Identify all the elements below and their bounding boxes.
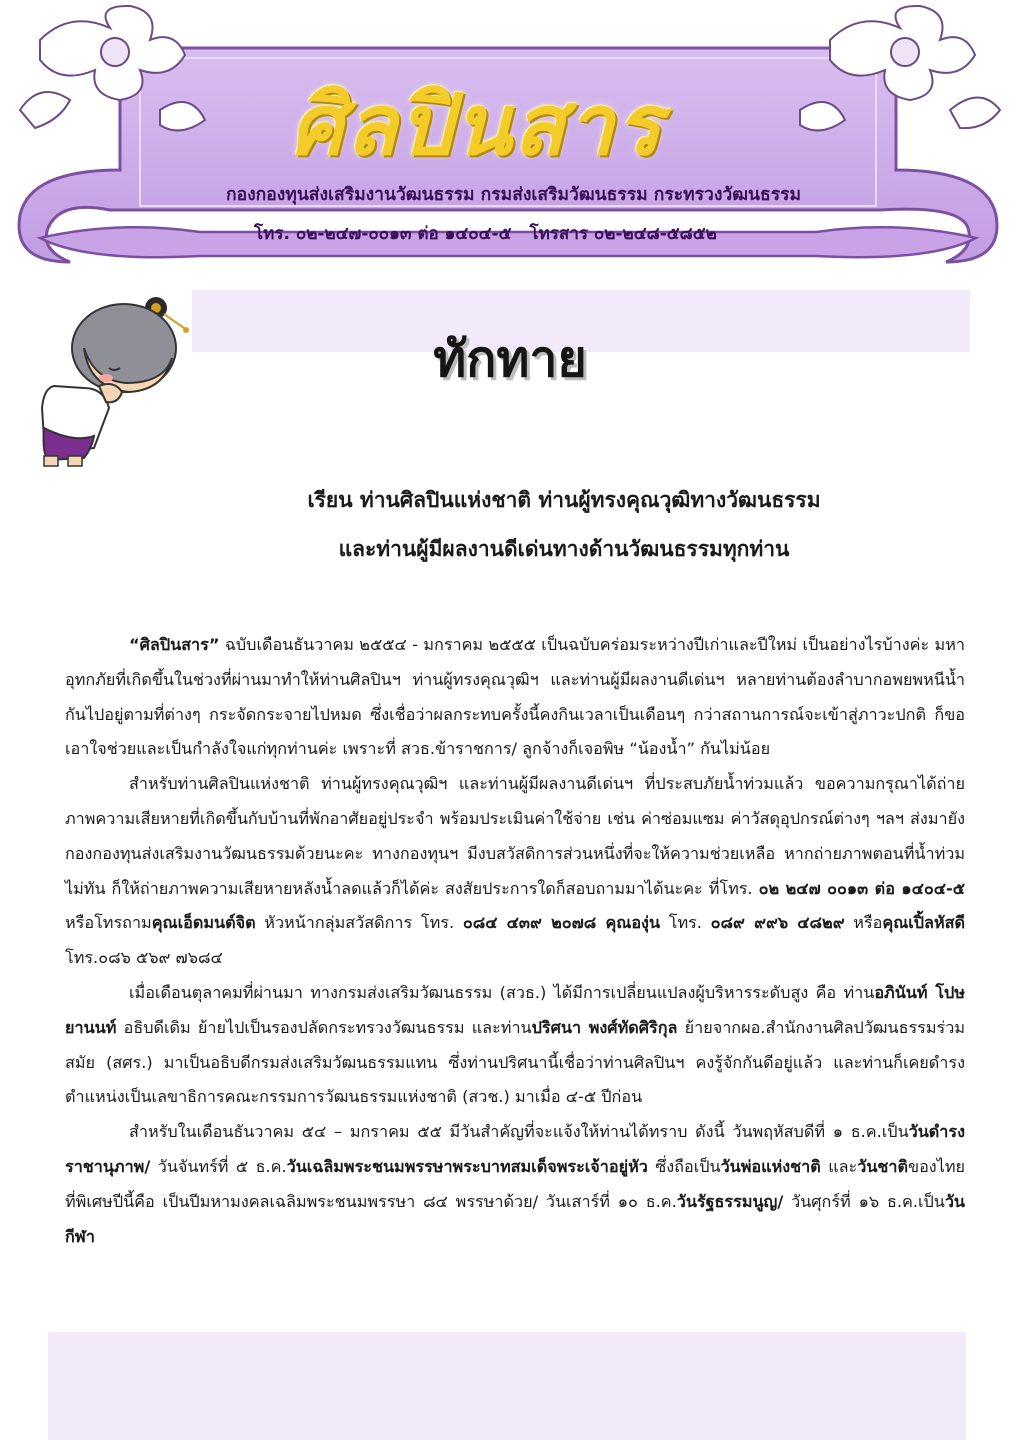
paragraph-text: และ bbox=[820, 1156, 858, 1176]
paragraph-text: หรือโทรถาม bbox=[65, 913, 152, 933]
paragraph-text: ฉบับเดือนธันวาคม ๒๕๕๔ - มกราคม ๒๕๕๕ เป็นฉบับคร่อมระหว่างปีเก่าและปีใหม่ เป็นอย่างไรบ้างค่ะ มหาอุทกภัยที่เกิดขึ้นในช่วงที่ผ่านมาทำให้ท่านศิลปินฯ ท่านผู้ทรงคุณวุฒิฯ และท่านผู้มีผลงานดีเด่นฯ หลายท่านต้องลำบากอพยพหนีน้ำกันไปอยู่ตามที่ต่างๆ กระจัดกระจายไปหมด ซึ่งเชื่อว่าผลกระทบครั้งนี้คงกินเวลาเป็นเดือนๆ กว่าสถานการณ์จะเข้าสู่ภาวะปกติ ก็ขอเอาใจช่วยและเป็นกำลังใจแก่ทุกท่านค่ะ เพราะที่ สวธ.ข้าราชการ/ ลูกจ้างก็เจอพิษ “น้องน้ำ” กันไม่น้อย bbox=[65, 635, 965, 759]
contact-phone: ๐๘๔ ๔๓๙ ๒๐๗๘ คุณองุ่น bbox=[462, 913, 661, 933]
paragraph-text: อธิบดีเดิม ย้ายไปเป็นรองปลัดกระทรวงวัฒนธรรม และท่าน bbox=[116, 1017, 532, 1037]
footer-highlight-bar bbox=[48, 1332, 966, 1440]
important-day: วันดำรงราชานุภาพ/ bbox=[65, 1122, 965, 1176]
person-name: อภินันท์ โปษยานนท์ bbox=[65, 982, 965, 1037]
paragraph-text: วันศุกร์ที่ ๑๖ ธ.ค.เป็น bbox=[783, 1191, 945, 1211]
phone-number: โทร. ๐๒-๒๔๗-๐๐๑๓ ต่อ ๑๔๐๔-๕ bbox=[254, 224, 512, 244]
important-day: วันเฉลิมพระชนมพรรษาพระบาทสมเด็จพระเจ้าอยู่หัว bbox=[286, 1156, 648, 1176]
paragraph-text: ของไทย ที่พิเศษปีนี้คือ เป็นปีมหามงคลเฉลิมพระชนมพรรษา ๘๔ พรรษาด้วย/ วันเสาร์ที่ ๑๐ ธ.ค. bbox=[65, 1156, 965, 1211]
important-day: วันรัฐธรรมนูญ/ bbox=[676, 1191, 784, 1211]
contact-line bbox=[254, 220, 814, 247]
masthead-title: ศิลปินสาร bbox=[290, 75, 664, 174]
organization-name: กองกองทุนส่งเสริมงานวัฒนธรรม กรมส่งเสริมวัฒนธรรม กระทรวงวัฒนธรรม bbox=[226, 185, 802, 205]
important-day: วันชาติ bbox=[857, 1156, 908, 1176]
salutation-line-2: และท่านผู้มีผลงานดีเด่นทางด้านวัฒนธรรมทุกท่าน bbox=[338, 537, 790, 561]
paragraph-2 bbox=[65, 767, 965, 976]
paragraph-4 bbox=[65, 1115, 965, 1254]
paragraph-text: โทร.๐๘๖ ๕๖๙ ๗๖๘๔ bbox=[65, 948, 223, 968]
paragraph-text: ย้ายจากผอ.สำนักงานศิลปวัฒนธรรมร่วมสมัย (สศร.) มาเป็นอธิบดีกรมส่งเสริมวัฒนธรรมแทน ซึ่งท่านปริศนานี้เชื่อว่าท่านศิลปินฯ คงรู้จักกันดีอยู่แล้ว และท่านก็เคยดำรงตำแหน่งเป็นเลขาธิการคณะกรรมการวัฒนธรรมแห่งชาติ (สวช.) มาเมื่อ ๔-๕ ปีก่อน bbox=[65, 1017, 965, 1107]
article-body bbox=[65, 628, 965, 1254]
paragraph-1 bbox=[65, 628, 965, 767]
newsletter-name: “ศิลปินสาร” bbox=[129, 635, 220, 654]
paragraph-text: โทร. bbox=[660, 913, 711, 933]
paragraph-text: เมื่อเดือนตุลาคมที่ผ่านมา ทางกรมส่งเสริมวัฒนธรรม (สวธ.) ได้มีการเปลี่ยนแปลงผู้บริหารระดับสูง คือ ท่าน bbox=[129, 982, 875, 1002]
contact-name: คุณเปิ้ลหัสดี bbox=[882, 913, 966, 933]
paragraph-text: สำหรับท่านศิลปินแห่งชาติ ท่านผู้ทรงคุณวุฒิฯ และท่านผู้มีผลงานดีเด่นฯ ที่ประสบภัยน้ำท่วมแล้ว ขอความกรุณาได้ถ่ายภาพความเสียหายที่เกิดขึ้นกับบ้านที่พักอาศัยอยู่ประจำ พร้อมประเมินค่าใช้จ่าย เช่น ค่าซ่อมแซม ค่าวัสดุอุปกรณ์ต่างๆ ฯลฯ ส่งมายังกองกองทุนส่งเสริมงานวัฒนธรรมด้วยนะคะ ทางกองทุนฯ มีงบสวัสดิการส่วนหนึ่งที่จะให้ความช่วยเหลือ หากถ่ายภาพตอนที่น้ำท่วมไม่ทัน ก็ให้ถ่ายภาพความเสียหายหลังน้ำลดแล้วก็ได้ค่ะ สงสัยประการใดก็สอบถามมาได้นะคะ ที่โทร. bbox=[65, 774, 965, 898]
paragraph-text: หัวหน้ากลุ่มสวัสดิการ โทร. bbox=[255, 913, 463, 933]
greeting-title: ทักทาย bbox=[433, 329, 587, 388]
paragraph-text: สำหรับในเดือนธันวาคม ๕๔ – มกราคม ๕๕ มีวันสำคัญที่จะแจ้งให้ท่านได้ทราบ ดังนี้ วันพฤหัสบดีที่ ๑ ธ.ค.เป็น bbox=[129, 1122, 909, 1142]
important-day: วันพ่อแห่งชาติ bbox=[720, 1156, 821, 1176]
paragraph-text: หรือ bbox=[844, 913, 883, 933]
contact-phone: ๐๘๙ ๙๙๖ ๔๘๒๙ bbox=[710, 913, 845, 933]
paragraph-text: ซึ่งถือเป็น bbox=[647, 1156, 721, 1176]
person-name: ปริศนา พงศ์ทัดศิริกุล bbox=[531, 1017, 678, 1037]
fax-number: โทรสาร ๐๒-๒๔๘-๕๘๕๒ bbox=[529, 224, 717, 244]
salutation-line-1: เรียน ท่านศิลปินแห่งชาติ ท่านผู้ทรงคุณวุฒิทางวัฒนธรรม bbox=[307, 488, 821, 512]
header-banner bbox=[0, 0, 1016, 280]
bowing-boy-mascot-icon bbox=[14, 288, 194, 470]
important-day: วันกีฬา bbox=[65, 1191, 965, 1246]
paragraph-3 bbox=[65, 976, 965, 1115]
phone-number: ๐๒ ๒๔๗ ๐๐๑๓ ต่อ ๑๔๐๔-๕ bbox=[758, 878, 966, 898]
contact-name: คุณเอ็ดมนต์จิต bbox=[151, 913, 256, 933]
paragraph-text: วันจันทร์ที่ ๕ ธ.ค. bbox=[150, 1156, 287, 1176]
